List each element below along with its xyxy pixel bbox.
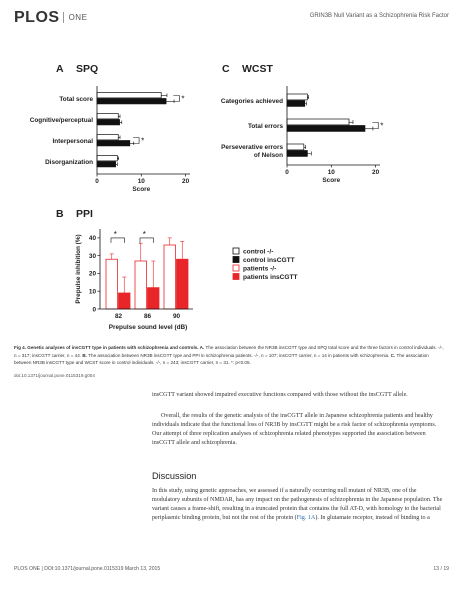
x-tick-label: 0 [285, 169, 289, 176]
category-label: Total errors [247, 123, 283, 130]
significance-mark: * [141, 136, 145, 146]
caption-label: Fig 4. Genetic analyses of insCGTT type in patients with schizophrenia and controls. [14, 345, 199, 350]
caption-part-c: C. [389, 352, 397, 358]
data-bar [97, 141, 130, 146]
ppi-chart [75, 229, 193, 331]
footer-citation: PLOS ONE | DOI:10.1371/journal.pone.0115319 March 13, 2015 [14, 566, 161, 572]
data-bar [287, 144, 304, 150]
panel-b-title: PPI [76, 208, 93, 220]
legend-label: patients insCGTT [243, 274, 298, 281]
data-bar [135, 261, 147, 309]
x-tick-label: 20 [372, 169, 380, 176]
legend-swatch [233, 265, 239, 271]
legend-label: patients -/- [243, 265, 277, 273]
data-bar [177, 259, 189, 309]
caption-text-b: The association between NR3B insCGTT type and PPI in schizophrenia patients. -/-, n = 107; insCGTT carrier, n = 14 in patients with schizophrenia. [88, 352, 390, 358]
y-tick-label: 30 [88, 252, 96, 260]
spq-chart [30, 86, 190, 193]
body-paragraph-3 [152, 487, 446, 523]
data-bar [148, 288, 160, 309]
x-tick-label: 20 [182, 178, 190, 185]
y-tick-label: 0 [92, 306, 96, 314]
data-bar [287, 101, 305, 107]
panel-c-title: WCST [242, 63, 273, 75]
panel-b-letter: B [56, 208, 64, 220]
body-paragraph-3-text-end: ). In glutamate receptor, instead of binding to a [315, 514, 430, 521]
one-logo-text: ONE [68, 13, 88, 23]
wcst-chart [221, 86, 384, 184]
data-bar [97, 93, 161, 98]
x-tick-label: 86 [143, 313, 152, 320]
data-bar [287, 151, 307, 157]
fig-1a-link[interactable]: Fig. 1A [296, 514, 316, 521]
data-bar [287, 119, 349, 125]
plos-logo-text: PLOS [14, 9, 60, 26]
significance-mark: * [142, 229, 146, 239]
category-label: Perseverative errors [221, 144, 283, 151]
footer-page-number: 13 / 19 [433, 566, 449, 572]
panel-c-letter: C [222, 63, 230, 75]
data-bar [106, 259, 118, 309]
x-tick-label: 10 [327, 169, 335, 176]
figure-doi: doi:10.1371/journal.pone.0115319.g004 [14, 373, 95, 378]
data-bar [287, 126, 365, 132]
data-bar [97, 120, 120, 125]
x-tick-label: 90 [172, 313, 181, 320]
category-label: Categories achieved [220, 98, 283, 105]
x-axis-title: Score [132, 186, 151, 193]
data-bar [97, 156, 117, 161]
y-axis-title: Prepulse inhibition (%) [75, 234, 82, 304]
data-bar [97, 114, 118, 119]
body-paragraph-3-text: In this study, using genetic approaches, we assessed if a naturally occurring null mutant of NR3B, one of the modulatory subunits of NMDAR, has any impact on the pathogenesis of schizophrenia in the Japanese population. The variant causes a frame-shift, resulting in a truncated protein that contains the full AT-D, with homology to the bacterial periplasmic binding protein, but not the rest of the protein ( [152, 488, 443, 521]
body-paragraph-2-text: Overall, the results of the genetic analysis of the insCGTT allele in Japanese schizophrenia patients and healthy individuals indicate that the functional loss of NR3B by insCGTT might be a risk factor of schizophrenia symptoms. Our attempt of three replication analyses of schizophrenia related phenotypes supported the association between insCGTT allele and schizophrenia. [152, 413, 437, 446]
x-tick-label: 82 [114, 313, 123, 320]
body-paragraph-1: insCGTT variant showed impaired executive functions compared with those without the insCGTT allele. [152, 392, 408, 398]
data-bar [287, 94, 307, 100]
legend-swatch [233, 248, 239, 254]
x-axis-title: Prepulse sound level (dB) [108, 324, 188, 331]
significance-mark: * [181, 94, 185, 104]
category-label: of Nelson [253, 152, 283, 159]
legend-swatch [233, 257, 239, 263]
body-paragraph-2 [152, 412, 442, 448]
legend-label: control insCGTT [243, 257, 295, 264]
caption-part-a: A. [198, 345, 206, 350]
category-label: Disorganization [45, 159, 93, 166]
panel-a-letter: A [56, 63, 64, 75]
data-bar [164, 245, 176, 309]
running-title: GRIN3B Null Variant as a Schizophrenia Risk Factor [309, 13, 449, 19]
category-label: Total score [59, 96, 93, 103]
panel-a-title: SPQ [76, 63, 99, 75]
legend-swatch [233, 274, 239, 280]
discussion-heading: Discussion [152, 471, 197, 481]
caption-part-b: B. [81, 352, 89, 358]
y-tick-label: 40 [88, 235, 96, 243]
y-tick-label: 20 [88, 270, 96, 278]
significance-mark: * [380, 121, 384, 131]
caption-text-c: The association between NR3B insCGTT type and WCST score in control individuals. -/-, n = 243; insCGTT carrier, n = 31. *: p<0.05. [14, 352, 429, 366]
category-label: Interpersonal [52, 138, 93, 145]
significance-mark: * [113, 229, 117, 239]
x-tick-label: 0 [95, 178, 99, 185]
x-axis-title: Score [322, 177, 341, 184]
figure-caption [14, 344, 446, 367]
data-bar [97, 99, 166, 104]
data-bar [97, 135, 118, 140]
caption-text-a: The association between the NR3B insCGTT type and SPQ total score and the three factors in control individuals. -/-, n = 317; insCGTT carrier, n = 44. [14, 345, 444, 358]
category-label: Cognitive/perceptual [29, 117, 93, 124]
ppi-legend [233, 248, 298, 281]
data-bar [119, 293, 131, 309]
legend-label: control -/- [243, 248, 274, 256]
x-tick-label: 10 [137, 178, 145, 185]
data-bar [97, 162, 116, 167]
y-tick-label: 10 [88, 288, 96, 296]
